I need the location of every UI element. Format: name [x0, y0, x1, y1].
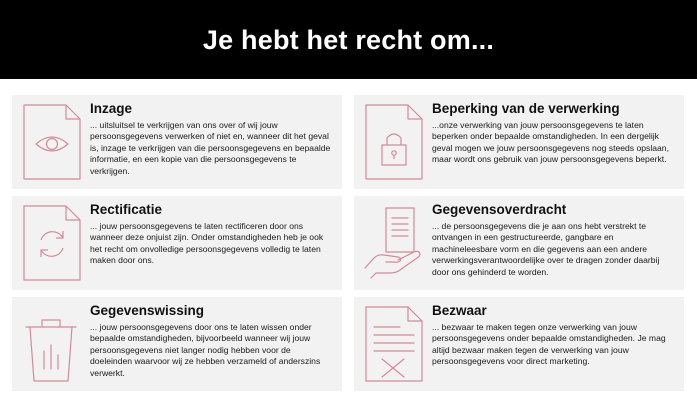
page-title: Je hebt het recht om...: [202, 25, 495, 55]
card-description: ... uitsluitsel te verkrijgen van ons over of wij jouw persoonsgegevens verwerken of niet en, wanneer dit het geval is, inzage te verkrijgen van die persoonsgegevens en bepaalde informatie, en een kopie van die persoonsgegevens te verkrijgen.: [90, 120, 331, 176]
document-refresh-icon: [18, 202, 84, 284]
card-description: ... bezwaar te maken tegen onze verwerking van jouw persoonsgegevens onder bepaalde omstandigheden. Je mag altijd bezwaar maken tegen de verwerking van jouw persoonsgegevens voor direct marketing.: [432, 322, 666, 367]
card-title: Gegevensoverdracht: [432, 202, 567, 217]
card-rectificatie: [12, 196, 342, 290]
card-description: ... jouw persoonsgegevens te laten rectificeren door ons wanneer deze onjuist zijn. Onder omstandigheden heb je ook het recht om onvolledige persoonsgegevens volledig te laten maken door ons.: [90, 221, 324, 266]
card-title: Inzage: [90, 101, 133, 116]
trash-can-icon: [18, 303, 84, 385]
card-inzage: [12, 95, 342, 189]
card-bezwaar: [354, 297, 684, 391]
card-beperking: [354, 95, 684, 189]
card-gegevenswissing: [12, 297, 342, 391]
document-eye-icon: [18, 101, 84, 183]
document-cross-icon: [360, 303, 426, 385]
card-title: Beperking van de verwerking: [432, 101, 620, 116]
card-description: ...onze verwerking van jouw persoonsgegevens te laten beperken onder bepaalde omstandigheden. In een dergelijk geval mogen we jouw persoonsgegevens nog steeds opslaan, maar wordt ons gebruik van jouw persoonsgegevens beperkt.: [432, 120, 669, 165]
card-description: ... jouw persoonsgegevens door ons te laten wissen onder bepaalde omstandigheden, bijvoorbeeld wanneer wij jouw persoonsgegevens niet langer nodig hebben voor de doeleinden waarvoor wij ze hebben verzameld of anderszins verwerkt.: [90, 322, 321, 378]
card-gegevensoverdracht: [354, 196, 684, 290]
card-description: ... de persoonsgegevens die je aan ons hebt verstrekt te ontvangen in een gestructureerde, gangbare en machineleesbare vorm en die gegevens aan een andere verwerkingsverantwoordelijke over te dragen zonder daarbij door ons gehinderd te worden.: [432, 221, 660, 277]
document-lock-icon: [360, 101, 426, 183]
card-title: Rectificatie: [90, 202, 163, 217]
card-title: Bezwaar: [432, 303, 487, 318]
header-banner: [0, 0, 697, 79]
hand-document-icon: [360, 202, 426, 284]
card-title: Gegevenswissing: [90, 303, 205, 318]
